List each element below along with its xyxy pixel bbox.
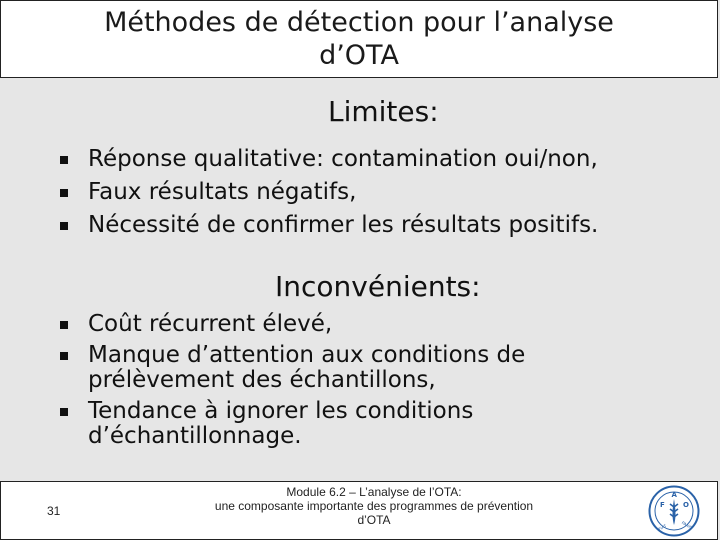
limits-list xyxy=(60,147,710,246)
slide-title xyxy=(79,6,639,72)
list-item-text: Faux résultats négatifs, xyxy=(88,179,357,205)
svg-text:FIAT: FIAT xyxy=(657,523,668,532)
fao-logo-icon xyxy=(648,485,700,537)
limits-heading: Limites: xyxy=(328,95,439,128)
list-item xyxy=(60,213,710,238)
list-item xyxy=(60,343,568,393)
list-item xyxy=(60,312,710,337)
list-item xyxy=(60,399,548,449)
slide-title-line-1: Méthodes de détection pour l’analyse xyxy=(104,7,614,38)
bullet-square-icon xyxy=(60,189,68,197)
title-box xyxy=(0,0,718,78)
bullet-square-icon xyxy=(60,321,68,329)
slide-title-line-2: d’OTA xyxy=(319,40,399,71)
bullet-square-icon xyxy=(60,408,68,416)
drawbacks-heading: Inconvénients: xyxy=(275,270,481,303)
svg-text:A: A xyxy=(671,491,677,499)
footer-line-1: Module 6.2 – L’analyse de l’OTA: xyxy=(286,485,462,499)
list-item-text: Nécessité de confirmer les résultats positifs. xyxy=(88,212,599,238)
svg-text:O: O xyxy=(683,501,689,509)
bullet-square-icon xyxy=(60,352,68,360)
svg-text:PANIS: PANIS xyxy=(680,520,694,531)
list-item-text: Coût récurrent élevé, xyxy=(88,311,333,337)
bullet-square-icon xyxy=(60,156,68,164)
footer xyxy=(0,481,718,540)
list-item-text: Manque d’attention aux conditions de prélèvement des échantillons, xyxy=(88,342,526,393)
page-number: 31 xyxy=(47,504,61,518)
list-item-text: Tendance à ignorer les conditions d’échantillonnage. xyxy=(88,398,474,449)
drawbacks-list xyxy=(60,312,710,455)
footer-module-text xyxy=(176,485,572,527)
list-item xyxy=(60,147,710,172)
footer-line-3: d’OTA xyxy=(357,513,391,527)
svg-text:F: F xyxy=(660,501,665,509)
bullet-square-icon xyxy=(60,222,68,230)
list-item-text: Réponse qualitative: contamination oui/non, xyxy=(88,146,598,172)
footer-line-2: une composante importante des programmes de prévention xyxy=(214,499,534,513)
list-item xyxy=(60,180,710,205)
